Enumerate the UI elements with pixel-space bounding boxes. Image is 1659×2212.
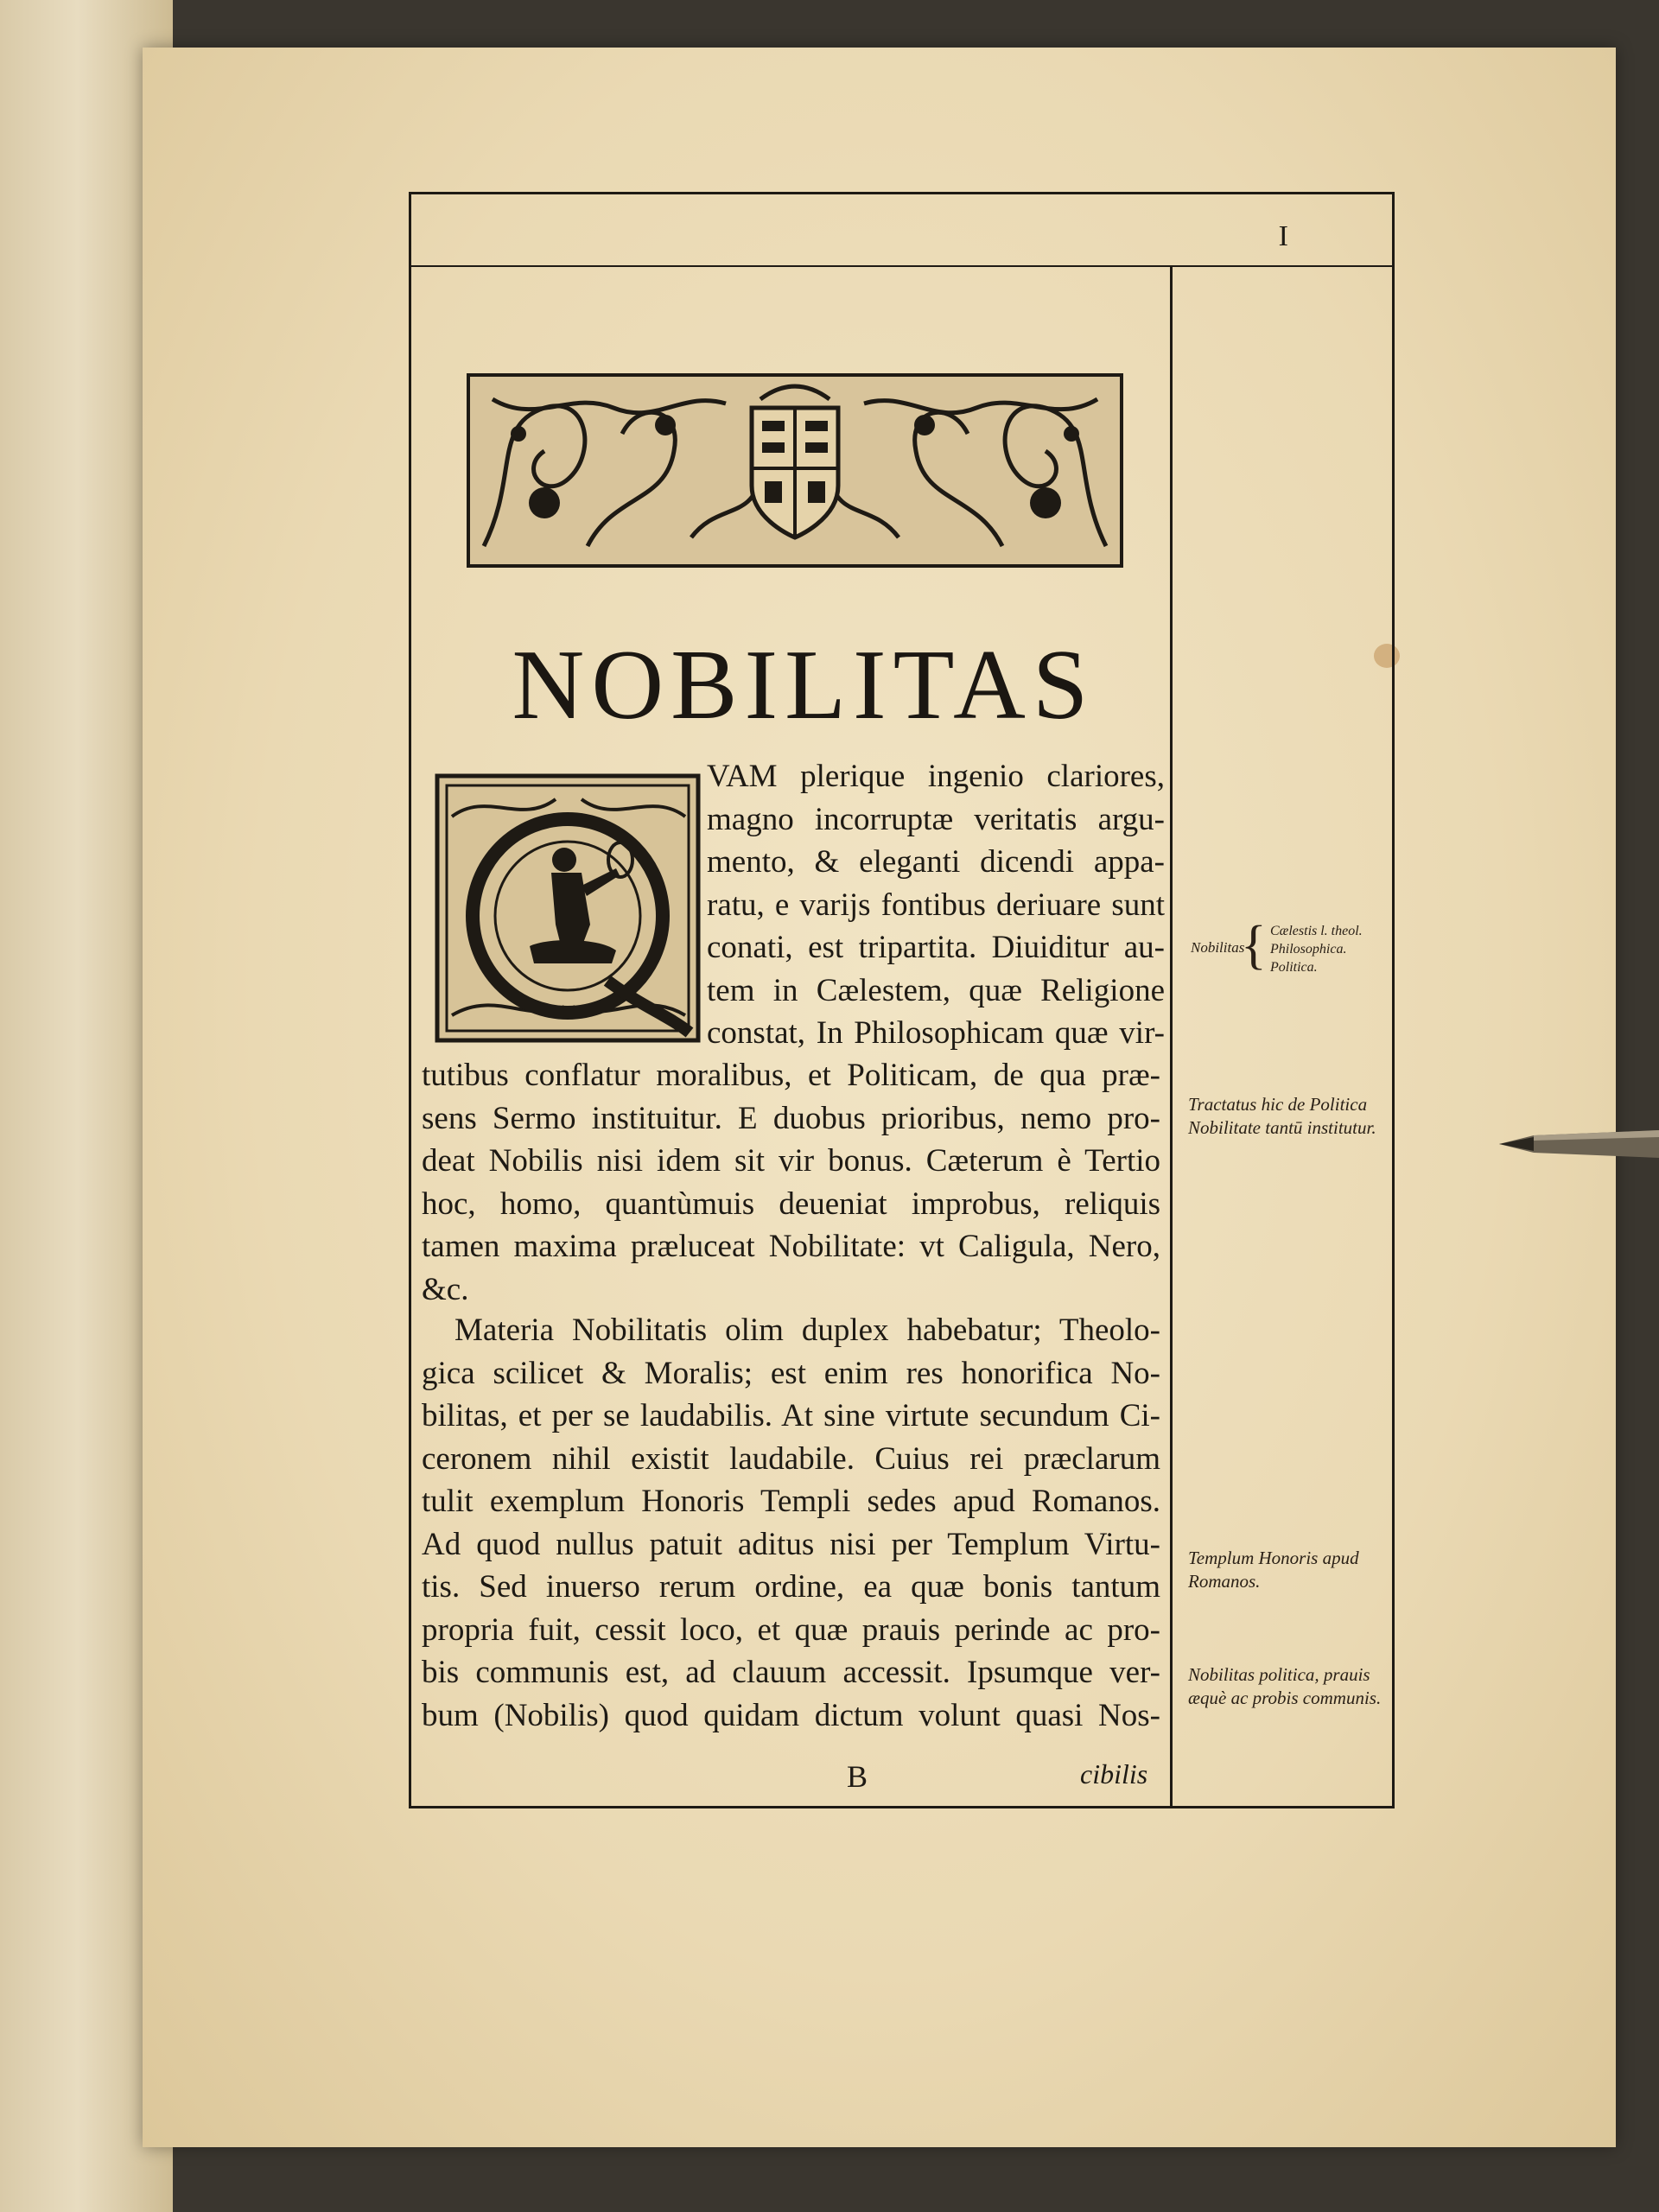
body-paragraph-2 [422,1309,1160,1737]
text-line: tutibus conflatur moralibus, et Politicam, de qua præ- [422,1058,1160,1093]
text-line: ratu, e varijs fontibus deriuare sunt [707,887,1165,923]
brace-icon: { [1241,916,1267,975]
text-line: tem in Cælestem, quæ Religione [707,972,1165,1008]
text-line: mento, & eleganti dicendi appa- [707,844,1165,880]
text-line: hoc, homo, quantùmuis deueniat improbus, reliquis [422,1185,1160,1222]
margin-note-templum: Templum Honoris apud Romanos. [1188,1548,1359,1592]
text-line: magno incorruptæ veritatis argu- [707,801,1165,837]
text-line: propria fuit, cessit loco, et quæ prauis perinde ac pro- [422,1611,1160,1648]
brace-item: Cælestis l. theol. [1270,924,1363,938]
text-line: conati, est tripartita. Diuiditur au- [707,930,1165,965]
text-line: tamen maxima præluceat Nobilitate: vt Caligula, Nero, [422,1229,1160,1264]
text-line: sens Sermo instituitur. E duobus prioribus, nemo pro- [422,1100,1160,1136]
brace-item: Philosophica. [1270,942,1347,957]
margin-note-tractatus: Tractatus hic de Politica Nobilitate tantū institutur. [1188,1094,1376,1138]
text-line: VAM plerique ingenio clariores, [707,759,1165,794]
page-title: NOBILITAS [512,630,1096,741]
margin-note-nobilitas-politica: Nobilitas politica, prauis æquè ac probis communis. [1188,1664,1382,1708]
header-rule [411,265,1392,267]
text-line: gica scilicet & Moralis; est enim res honorifica No- [422,1355,1160,1391]
catchword: cibilis [1080,1758,1148,1789]
text-line: tulit exemplum Honoris Templi sedes apud Romanos. [422,1484,1160,1519]
brace-head: Nobilitas [1191,939,1245,956]
text-line: constat, In Philosophicam quæ vir- [707,1015,1165,1051]
body-paragraph-1 [422,1054,1160,1311]
folio-number: I [1278,220,1288,252]
margin-note-division [1191,918,1389,988]
brace-item: Politica. [1270,960,1318,975]
woodcut-headpiece-ornament [467,373,1123,568]
text-line: deat Nobilis nisi idem sit vir bonus. Cæterum è Tertio [422,1143,1160,1179]
text-line: bis communis est, ad clauum accessit. Ipsumque ver- [422,1655,1160,1690]
text-line: ceronem nihil existit laudabile. Cuius rei præclarum [422,1440,1160,1477]
text-line: &c. [422,1271,469,1307]
pen-pointer-icon [1499,1123,1659,1165]
decorated-initial-q [435,773,701,1043]
margin-column-rule [1170,265,1173,1806]
text-line: tis. Sed inuerso rerum ordine, ea quæ bonis tantum [422,1569,1160,1605]
signature-mark: B [847,1759,868,1794]
brace-items [1270,922,1363,976]
text-line: bilitas, et per se laudabilis. At sine virtute secundum Ci- [422,1398,1160,1433]
text-line: Materia Nobilitatis olim duplex habebatur; Theolo- [454,1313,1160,1348]
text-line: bum (Nobilis) quod quidam dictum volunt quasi Nos- [422,1697,1160,1733]
text-line: Ad quod nullus patuit aditus nisi per Templum Virtu- [422,1526,1160,1562]
drop-cap-paragraph [707,755,1165,1055]
